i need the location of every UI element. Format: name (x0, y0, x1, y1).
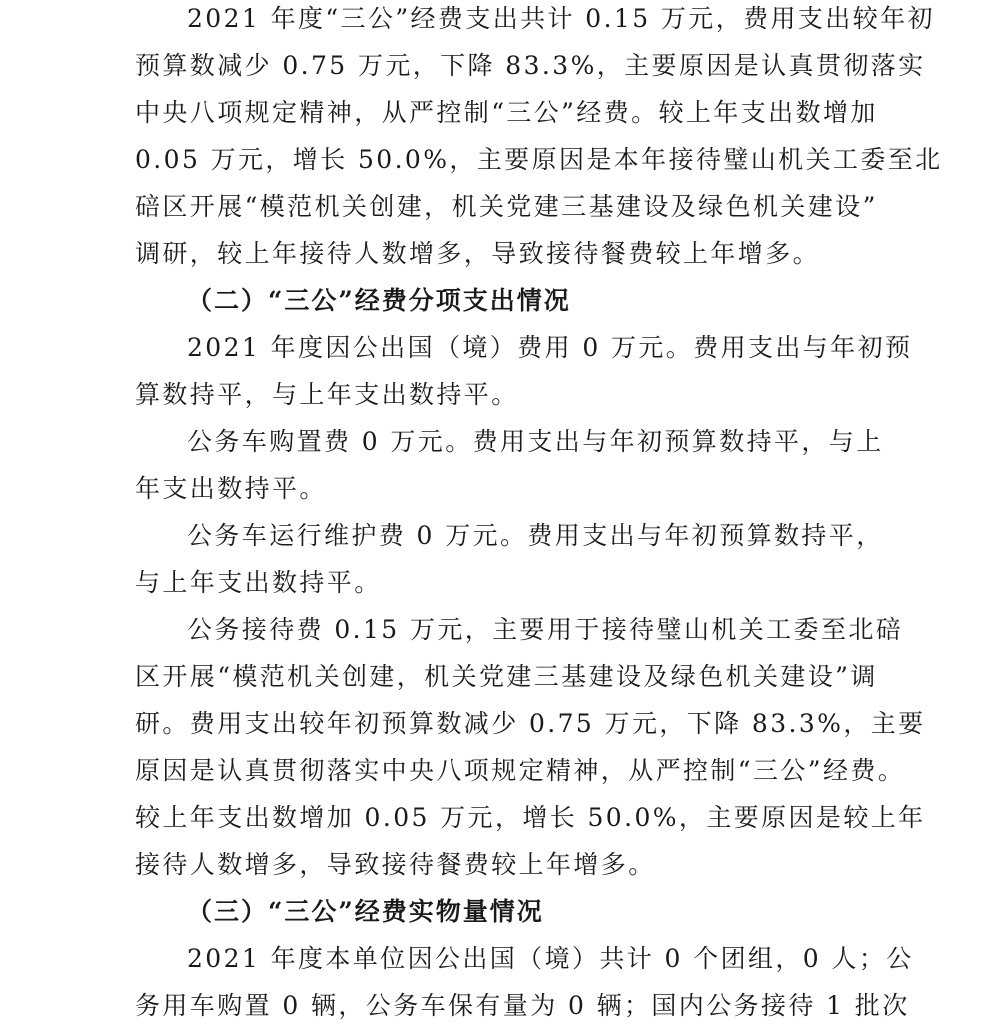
paragraph-line: 接待人数增多，导致接待餐费较上年增多。 (135, 850, 656, 879)
section-heading-3: （三）“三公”经费实物量情况 (187, 897, 544, 926)
paragraph-line: 预算数减少 0.75 万元，下降 83.3%，主要原因是认真贯彻落实 (135, 51, 926, 80)
paragraph-line: 算数持平，与上年支出数持平。 (135, 380, 519, 409)
section-heading-2: （二）“三公”经费分项支出情况 (187, 286, 571, 315)
paragraph-line: 碚区开展“模范机关创建，机关党建三基建设及绿色机关建设” (135, 192, 878, 221)
paragraph-line: 年支出数持平。 (135, 474, 327, 503)
paragraph-line: 区开展“模范机关创建，机关党建三基建设及绿色机关建设”调 (135, 662, 878, 691)
paragraph-line: 2021 年度本单位因公出国（境）共计 0 个团组，0 人；公 (187, 944, 914, 973)
paragraph-line: 与上年支出数持平。 (135, 568, 382, 597)
paragraph-line: 0.05 万元，增长 50.0%，主要原因是本年接待璧山机关工委至北 (135, 145, 943, 174)
paragraph-line: 较上年支出数增加 0.05 万元，增长 50.0%，主要原因是较上年 (135, 803, 926, 832)
paragraph-line: 研。费用支出较年初预算数减少 0.75 万元，下降 83.3%，主要 (135, 709, 926, 738)
paragraph-line: 中央八项规定精神，从严控制“三公”经费。较上年支出数增加 (135, 98, 878, 127)
paragraph-line: 2021 年度因公出国（境）费用 0 万元。费用支出与年初预 (187, 333, 913, 362)
paragraph-line: 务用车购置 0 辆，公务车保有量为 0 辆；国内公务接待 1 批次 (135, 991, 910, 1020)
paragraph-line: 公务车运行维护费 0 万元。费用支出与年初预算数持平， (187, 521, 884, 550)
paragraph-line: 公务接待费 0.15 万元，主要用于接待璧山机关工委至北碚 (187, 615, 904, 644)
paragraph-line: 调研，较上年接待人数增多，导致接待餐费较上年增多。 (135, 239, 821, 268)
paragraph-line: 原因是认真贯彻落实中央八项规定精神，从严控制“三公”经费。 (135, 756, 906, 785)
paragraph-line: 2021 年度“三公”经费支出共计 0.15 万元，费用支出较年初 (187, 4, 935, 33)
paragraph-line: 公务车购置费 0 万元。费用支出与年初预算数持平，与上 (187, 427, 884, 456)
